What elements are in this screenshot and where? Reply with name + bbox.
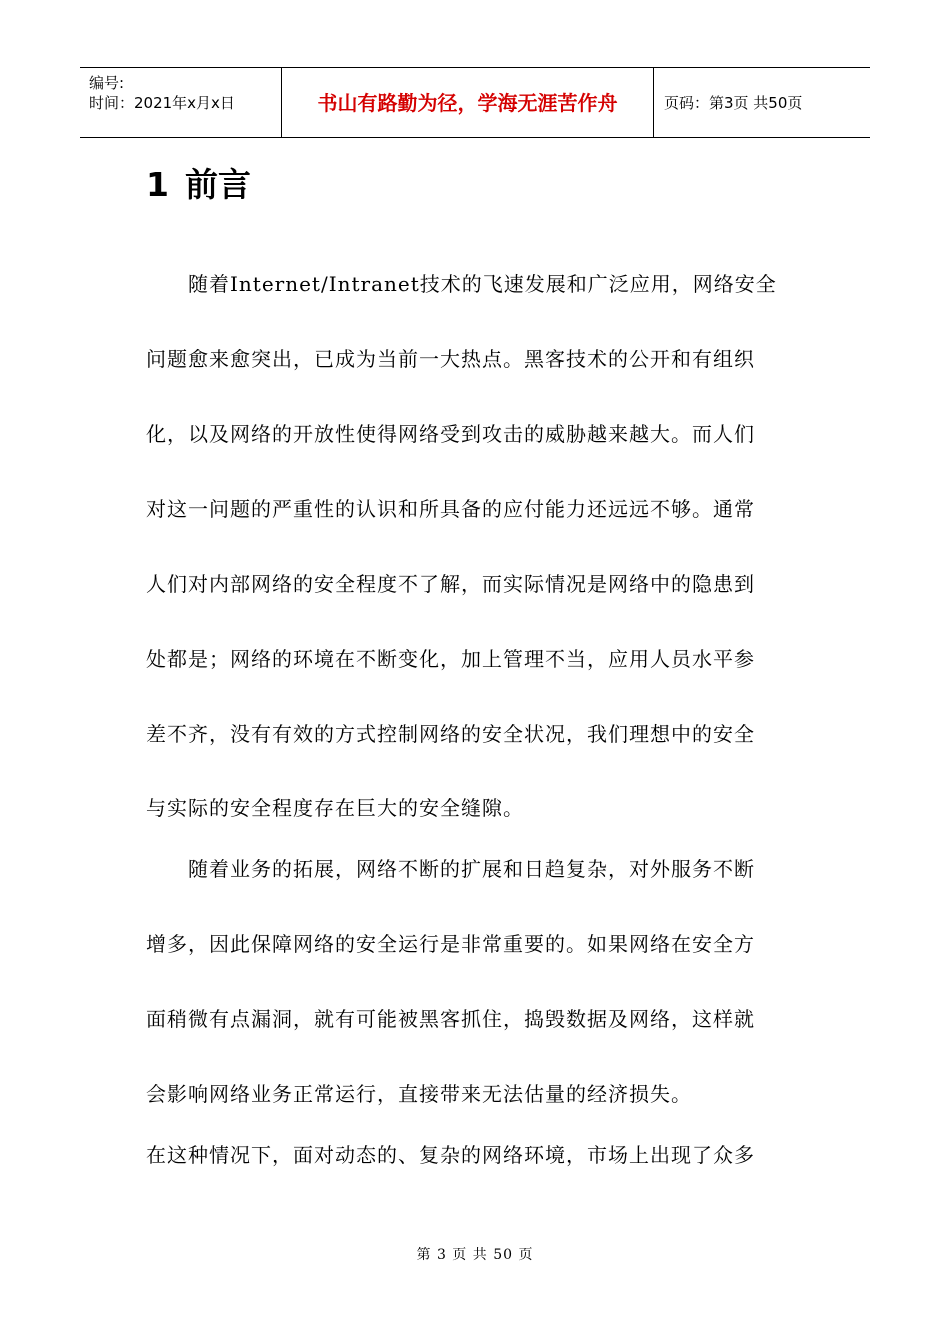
- header-meta: [89, 73, 235, 113]
- body-line: 随着业务的拓展，网络不断的扩展和日趋复杂，对外服务不断: [146, 857, 755, 881]
- body-line: 人们对内部网络的安全程度不了解，而实际情况是网络中的隐患到: [146, 572, 755, 596]
- section-title: 前言: [184, 165, 251, 204]
- body-line: 化，以及网络的开放性使得网络受到攻击的威胁越来越大。而人们: [146, 422, 755, 446]
- section-number: 1: [146, 165, 169, 204]
- header-divider: [653, 68, 654, 137]
- body-line: 差不齐，没有有效的方式控制网络的安全状况，我们理想中的安全: [146, 722, 755, 746]
- body-line: 对这一问题的严重性的认识和所具备的应付能力还远远不够。通常: [146, 497, 755, 521]
- body-line: 在这种情况下，面对动态的、复杂的网络环境，市场上出现了众多: [146, 1143, 755, 1167]
- page-footer: 第 3 页 共 50 页: [416, 1247, 534, 1263]
- header-motto: 书山有路勤为径，学海无涯苦作舟: [317, 91, 618, 115]
- header-time-label: 时间：2021年x月x日: [89, 94, 235, 112]
- section-heading: [146, 162, 251, 208]
- header-page-info: 页码：第3页 共50页: [664, 94, 803, 112]
- body-line: 增多，因此保障网络的安全运行是非常重要的。如果网络在安全方: [146, 932, 755, 956]
- body-line: 面稍微有点漏洞，就有可能被黑客抓住，捣毁数据及网络，这样就: [146, 1007, 755, 1031]
- body-line: 随着Internet/Intranet技术的飞速发展和广泛应用，网络安全: [146, 272, 777, 296]
- body-line: 问题愈来愈突出，已成为当前一大热点。黑客技术的公开和有组织: [146, 347, 755, 371]
- page-header: [80, 67, 870, 138]
- header-number-label: 编号:: [89, 74, 125, 92]
- body-line: 处都是；网络的环境在不断变化，加上管理不当，应用人员水平参: [146, 647, 755, 671]
- body-line: 与实际的安全程度存在巨大的安全缝隙。: [146, 796, 524, 820]
- body-line: 会影响网络业务正常运行，直接带来无法估量的经济损失。: [146, 1082, 692, 1106]
